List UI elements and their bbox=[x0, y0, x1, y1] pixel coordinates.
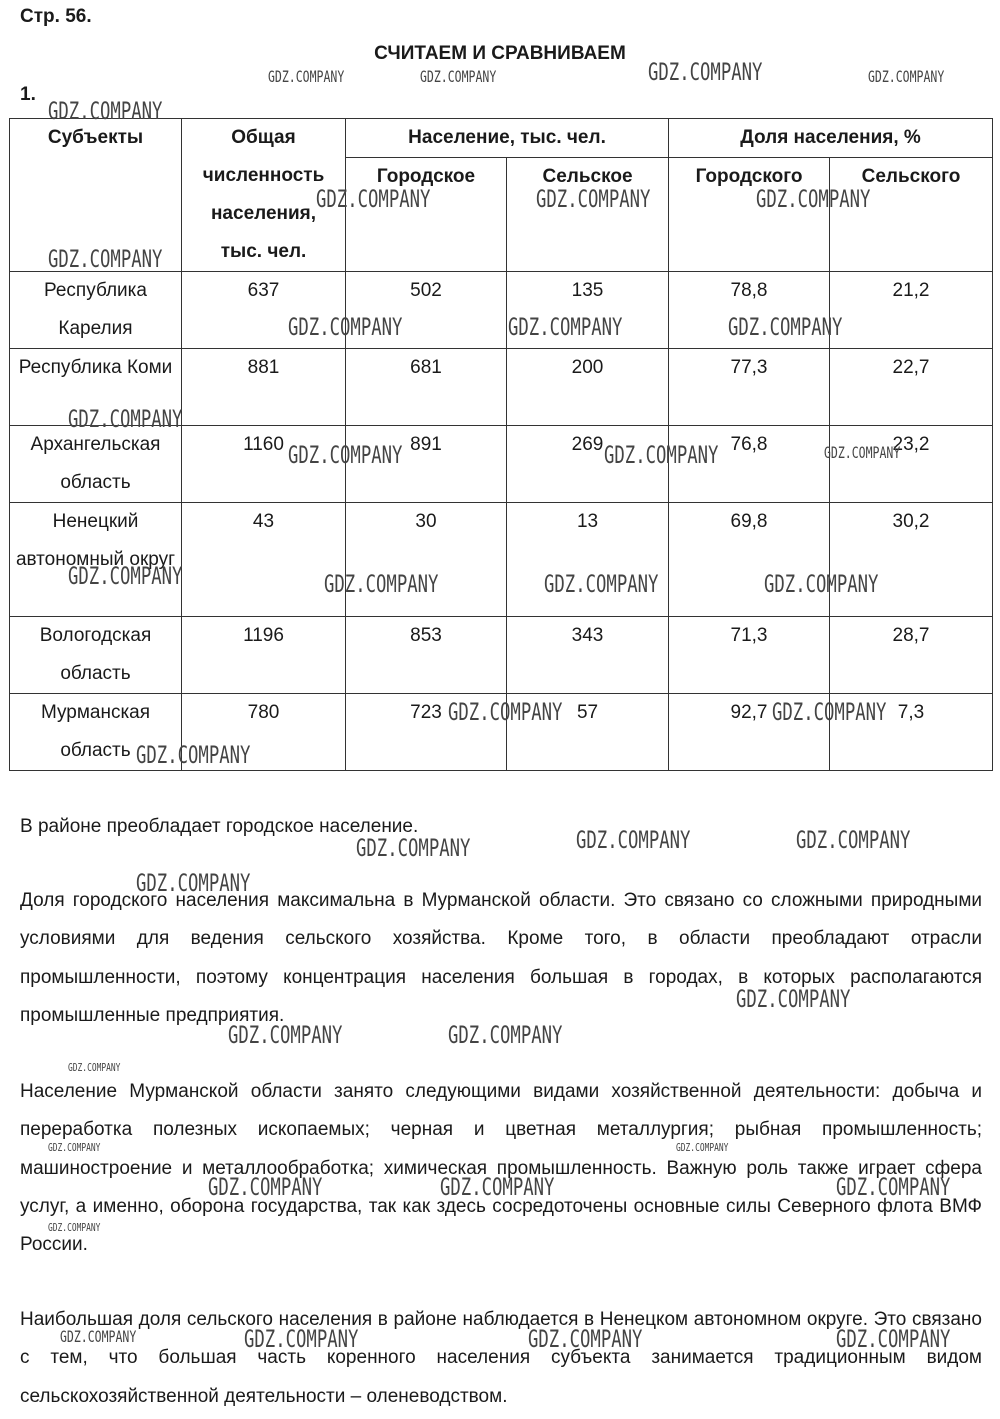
table-row bbox=[10, 617, 993, 694]
cell-subject: Вологодская область bbox=[10, 617, 182, 694]
watermark: GDZ.COMPANY bbox=[536, 185, 651, 213]
page-label: Стр. 56. bbox=[20, 6, 92, 27]
watermark: GDZ.COMPANY bbox=[544, 570, 659, 598]
watermark: GDZ.COMPANY bbox=[288, 441, 403, 469]
watermark: GDZ.COMPANY bbox=[796, 826, 911, 854]
section-heading: СЧИТАЕМ И СРАВНИВАЕМ bbox=[374, 43, 626, 64]
cell-urban: 681 bbox=[346, 349, 507, 426]
cell-urban: 853 bbox=[346, 617, 507, 694]
answer-paragraph-3: Население Мурманской области занято следующими видами хозяйственной деятельности: добыча и переработка полезных ископаемых; черная и цветная металлургия; рыбная промышленность; машиностроение и металлообработка; химическая промышленность. Важную роль также играет сфера услуг, а именно, оборона государства, так как здесь сосредоточены основные силы Северного флота ВМФ России. bbox=[20, 1081, 982, 1256]
watermark: GDZ.COMPANY bbox=[244, 1325, 359, 1353]
cell-urban: 30 bbox=[346, 503, 507, 617]
watermark: GDZ.COMPANY bbox=[448, 1021, 563, 1049]
watermark: GDZ.COMPANY bbox=[48, 1141, 101, 1154]
watermark: GDZ.COMPANY bbox=[68, 405, 183, 433]
cell-rural-share: 7,3 bbox=[830, 694, 993, 771]
cell-subject: Республика Коми bbox=[10, 349, 182, 426]
watermark: GDZ.COMPANY bbox=[68, 1061, 121, 1074]
cell-total: 1160 bbox=[182, 426, 346, 503]
header-urban-share: Городского bbox=[669, 158, 830, 272]
cell-urban-share: 77,3 bbox=[669, 349, 830, 426]
watermark: GDZ.COMPANY bbox=[48, 1221, 101, 1234]
answer-paragraph-4: Наибольшая доля сельского населения в районе наблюдается в Ненецком автономном округе. Это связано с тем, что большая часть коренного населения субъекта занимается традиционным видом сельскохозяйственной деятельности – оленеводством. bbox=[20, 1309, 982, 1407]
table-header-row bbox=[10, 119, 993, 158]
watermark: GDZ.COMPANY bbox=[736, 985, 851, 1013]
watermark: GDZ.COMPANY bbox=[136, 741, 251, 769]
watermark: GDZ.COMPANY bbox=[824, 443, 901, 462]
cell-urban-share: 69,8 bbox=[669, 503, 830, 617]
cell-rural-share: 21,2 bbox=[830, 272, 993, 349]
cell-rural-share: 28,7 bbox=[830, 617, 993, 694]
cell-subject: Ненецкий автономный округ bbox=[10, 503, 182, 617]
watermark: GDZ.COMPANY bbox=[576, 826, 691, 854]
watermark: GDZ.COMPANY bbox=[508, 313, 623, 341]
watermark: GDZ.COMPANY bbox=[756, 185, 871, 213]
table-row bbox=[10, 694, 993, 771]
watermark: GDZ.COMPANY bbox=[528, 1325, 643, 1353]
cell-urban: 723 bbox=[346, 694, 507, 771]
watermark: GDZ.COMPANY bbox=[764, 570, 879, 598]
table-row bbox=[10, 503, 993, 617]
watermark: GDZ.COMPANY bbox=[836, 1325, 951, 1353]
answer-paragraph-2: Доля городского населения максимальна в Мурманской области. Это связано со сложными природными условиями для ведения сельского хозяйства. Кроме того, в области преобладают отрасли промышленности, поэтому концентрация населения большая в городах, в которых располагаются промышленные предприятия. bbox=[20, 890, 982, 1026]
cell-subject: Мурманская область bbox=[10, 694, 182, 771]
watermark: GDZ.COMPANY bbox=[228, 1021, 343, 1049]
cell-rural: 135 bbox=[507, 272, 669, 349]
cell-rural-share: 30,2 bbox=[830, 503, 993, 617]
cell-urban-share: 78,8 bbox=[669, 272, 830, 349]
watermark: GDZ.COMPANY bbox=[420, 67, 497, 86]
answer-paragraph-1: В районе преобладает городское население. bbox=[20, 816, 419, 837]
cell-rural: 57 bbox=[507, 694, 669, 771]
cell-rural: 343 bbox=[507, 617, 669, 694]
table-row bbox=[10, 272, 993, 349]
header-population-group: Население, тыс. чел. bbox=[346, 119, 669, 158]
cell-total: 43 bbox=[182, 503, 346, 617]
header-rural-share: Сельского bbox=[830, 158, 993, 272]
header-share-group: Доля населения, % bbox=[669, 119, 993, 158]
watermark: GDZ.COMPANY bbox=[136, 869, 251, 897]
header-urban: Городское bbox=[346, 158, 507, 272]
cell-urban: 891 bbox=[346, 426, 507, 503]
cell-urban-share: 92,7 bbox=[669, 694, 830, 771]
cell-subject: Архангельская область bbox=[10, 426, 182, 503]
cell-rural: 13 bbox=[507, 503, 669, 617]
watermark: GDZ.COMPANY bbox=[48, 97, 163, 125]
cell-subject: Республика Карелия bbox=[10, 272, 182, 349]
cell-total: 637 bbox=[182, 272, 346, 349]
cell-urban-share: 76,8 bbox=[669, 426, 830, 503]
cell-total: 881 bbox=[182, 349, 346, 426]
watermark: GDZ.COMPANY bbox=[440, 1173, 555, 1201]
watermark: GDZ.COMPANY bbox=[604, 441, 719, 469]
watermark: GDZ.COMPANY bbox=[324, 570, 439, 598]
cell-rural-share: 23,2 bbox=[830, 426, 993, 503]
watermark: GDZ.COMPANY bbox=[268, 67, 345, 86]
watermark: GDZ.COMPANY bbox=[208, 1173, 323, 1201]
header-total: Общая численность населения, тыс. чел. bbox=[182, 119, 346, 272]
watermark: GDZ.COMPANY bbox=[676, 1141, 729, 1154]
watermark: GDZ.COMPANY bbox=[728, 313, 843, 341]
cell-rural: 200 bbox=[507, 349, 669, 426]
task-number: 1. bbox=[20, 84, 36, 105]
cell-urban: 502 bbox=[346, 272, 507, 349]
table-row bbox=[10, 349, 993, 426]
cell-total: 1196 bbox=[182, 617, 346, 694]
watermark: GDZ.COMPANY bbox=[868, 67, 945, 86]
header-rural: Сельское bbox=[507, 158, 669, 272]
population-table bbox=[9, 118, 993, 771]
header-subjects: Субъекты bbox=[10, 119, 182, 272]
watermark: GDZ.COMPANY bbox=[448, 698, 563, 726]
watermark: GDZ.COMPANY bbox=[60, 1327, 137, 1346]
watermark: GDZ.COMPANY bbox=[68, 562, 183, 590]
watermark: GDZ.COMPANY bbox=[48, 245, 163, 273]
watermark: GDZ.COMPANY bbox=[356, 834, 471, 862]
cell-rural-share: 22,7 bbox=[830, 349, 993, 426]
cell-rural: 269 bbox=[507, 426, 669, 503]
cell-total: 780 bbox=[182, 694, 346, 771]
table-row bbox=[10, 426, 993, 503]
watermark: GDZ.COMPANY bbox=[772, 698, 887, 726]
cell-urban-share: 71,3 bbox=[669, 617, 830, 694]
watermark: GDZ.COMPANY bbox=[648, 58, 763, 86]
watermark: GDZ.COMPANY bbox=[316, 185, 431, 213]
watermark: GDZ.COMPANY bbox=[288, 313, 403, 341]
watermark: GDZ.COMPANY bbox=[836, 1173, 951, 1201]
